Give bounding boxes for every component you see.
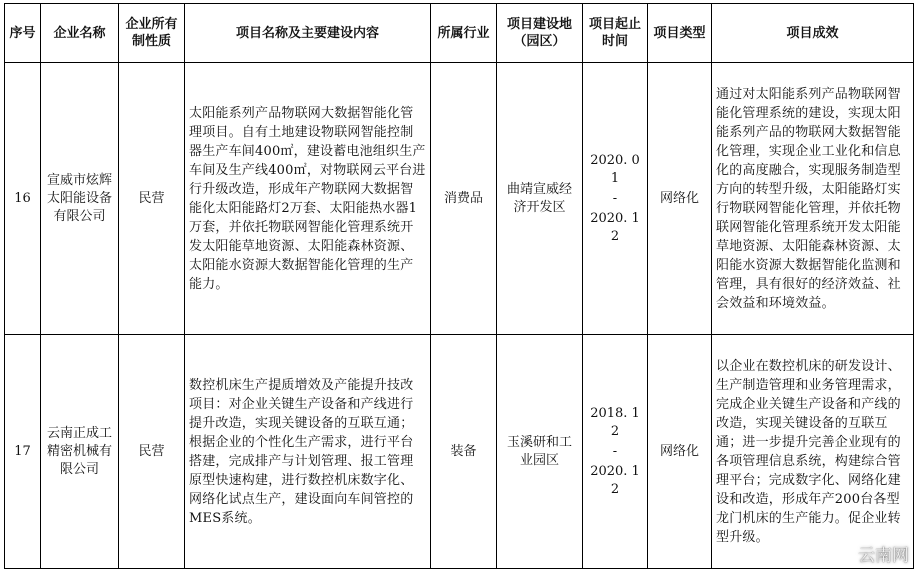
cell-outcome: 以企业在数控机床的研发设计、生产制造管理和业务管理需求，完成企业关键生产设备和产线的改造，实现关键设备的互联互通；进一步提升完善企业现有的各项管理信息系统，构建综合管理平台；完成数字化、网络化建设和改造，形成年产200台各型龙门机床的生产能力。促企业转型升级。	[712, 335, 914, 569]
projects-table	[4, 3, 914, 569]
cell-ownership: 民营	[119, 63, 185, 335]
cell-company: 云南正成工精密机械有限公司	[41, 335, 119, 569]
table-header-row	[5, 4, 914, 63]
watermark-text: 云南网	[858, 546, 909, 566]
header-outcome: 项目成效	[712, 4, 914, 63]
cell-industry: 装备	[431, 335, 497, 569]
cell-project: 太阳能系列产品物联网大数据智能化管理项目。自有土地建设物联网智能控制器生产车间400㎡，建设蓄电池组织生产车间及生产线400㎡，对物联网云平台进行升级改造，形成年产物联网大数据智能化太阳能路灯2万套、太阳能热水器1万套，并依托物联网智能化管理系统开发太阳能草地资源、太阳能森林资源、太阳能水资源大数据智能化管理的生产能力。	[185, 63, 431, 335]
header-ownership: 企业所有制性质	[119, 4, 185, 63]
header-type: 项目类型	[648, 4, 712, 63]
period-end: 2020. 12	[590, 463, 640, 497]
period-start: 2018. 12	[590, 405, 640, 439]
period-block	[587, 405, 643, 499]
cell-ownership: 民营	[119, 335, 185, 569]
cell-project: 数控机床生产提质增效及产能提升技改项目：对企业关键生产设备和产线进行提升改造，实现关键设备的互联互通；根据企业的个性化生产需求，进行平台搭建，完成排产与计划管理、报工管理原型快速构建，进行数控机床数字化、网络化试点生产，建设面向车间管控的MES系统。	[185, 335, 431, 569]
table-row	[5, 63, 914, 335]
wechat-icon	[832, 545, 854, 563]
header-seq: 序号	[5, 4, 41, 63]
cell-period	[583, 63, 648, 335]
period-block	[587, 152, 643, 246]
watermark	[832, 541, 909, 566]
cell-seq: 17	[5, 335, 41, 569]
header-company: 企业名称	[41, 4, 119, 63]
cell-location: 曲靖宣威经济开发区	[497, 63, 583, 335]
cell-outcome: 通过对太阳能系列产品物联网智能化管理系统的建设，实现太阳能系列产品的物联网大数据智能化管理，实现企业工业化和信息化的高度融合，实现服务制造型方向的转型升级，太阳能路灯实行物联网智能化管理，并依托物联网智能化管理系统开发太阳能草地资源、太阳能森林资源、太阳能水资源大数据智能化监测和管理，具有很好的经济效益、社会效益和环境效益。	[712, 63, 914, 335]
cell-period	[583, 335, 648, 569]
header-location: 项目建设地（园区）	[497, 4, 583, 63]
cell-location: 玉溪研和工业园区	[497, 335, 583, 569]
period-end: 2020. 12	[590, 210, 640, 244]
header-project: 项目名称及主要建设内容	[185, 4, 431, 63]
cell-type: 网络化	[648, 335, 712, 569]
period-separator: -	[612, 190, 618, 206]
cell-industry: 消费品	[431, 63, 497, 335]
cell-seq: 16	[5, 63, 41, 335]
header-period: 项目起止时间	[583, 4, 648, 63]
period-separator: -	[612, 443, 618, 459]
period-start: 2020. 01	[590, 152, 640, 186]
cell-company: 宣威市炫辉太阳能设备有限公司	[41, 63, 119, 335]
cell-type: 网络化	[648, 63, 712, 335]
table-row	[5, 335, 914, 569]
header-industry: 所属行业	[431, 4, 497, 63]
